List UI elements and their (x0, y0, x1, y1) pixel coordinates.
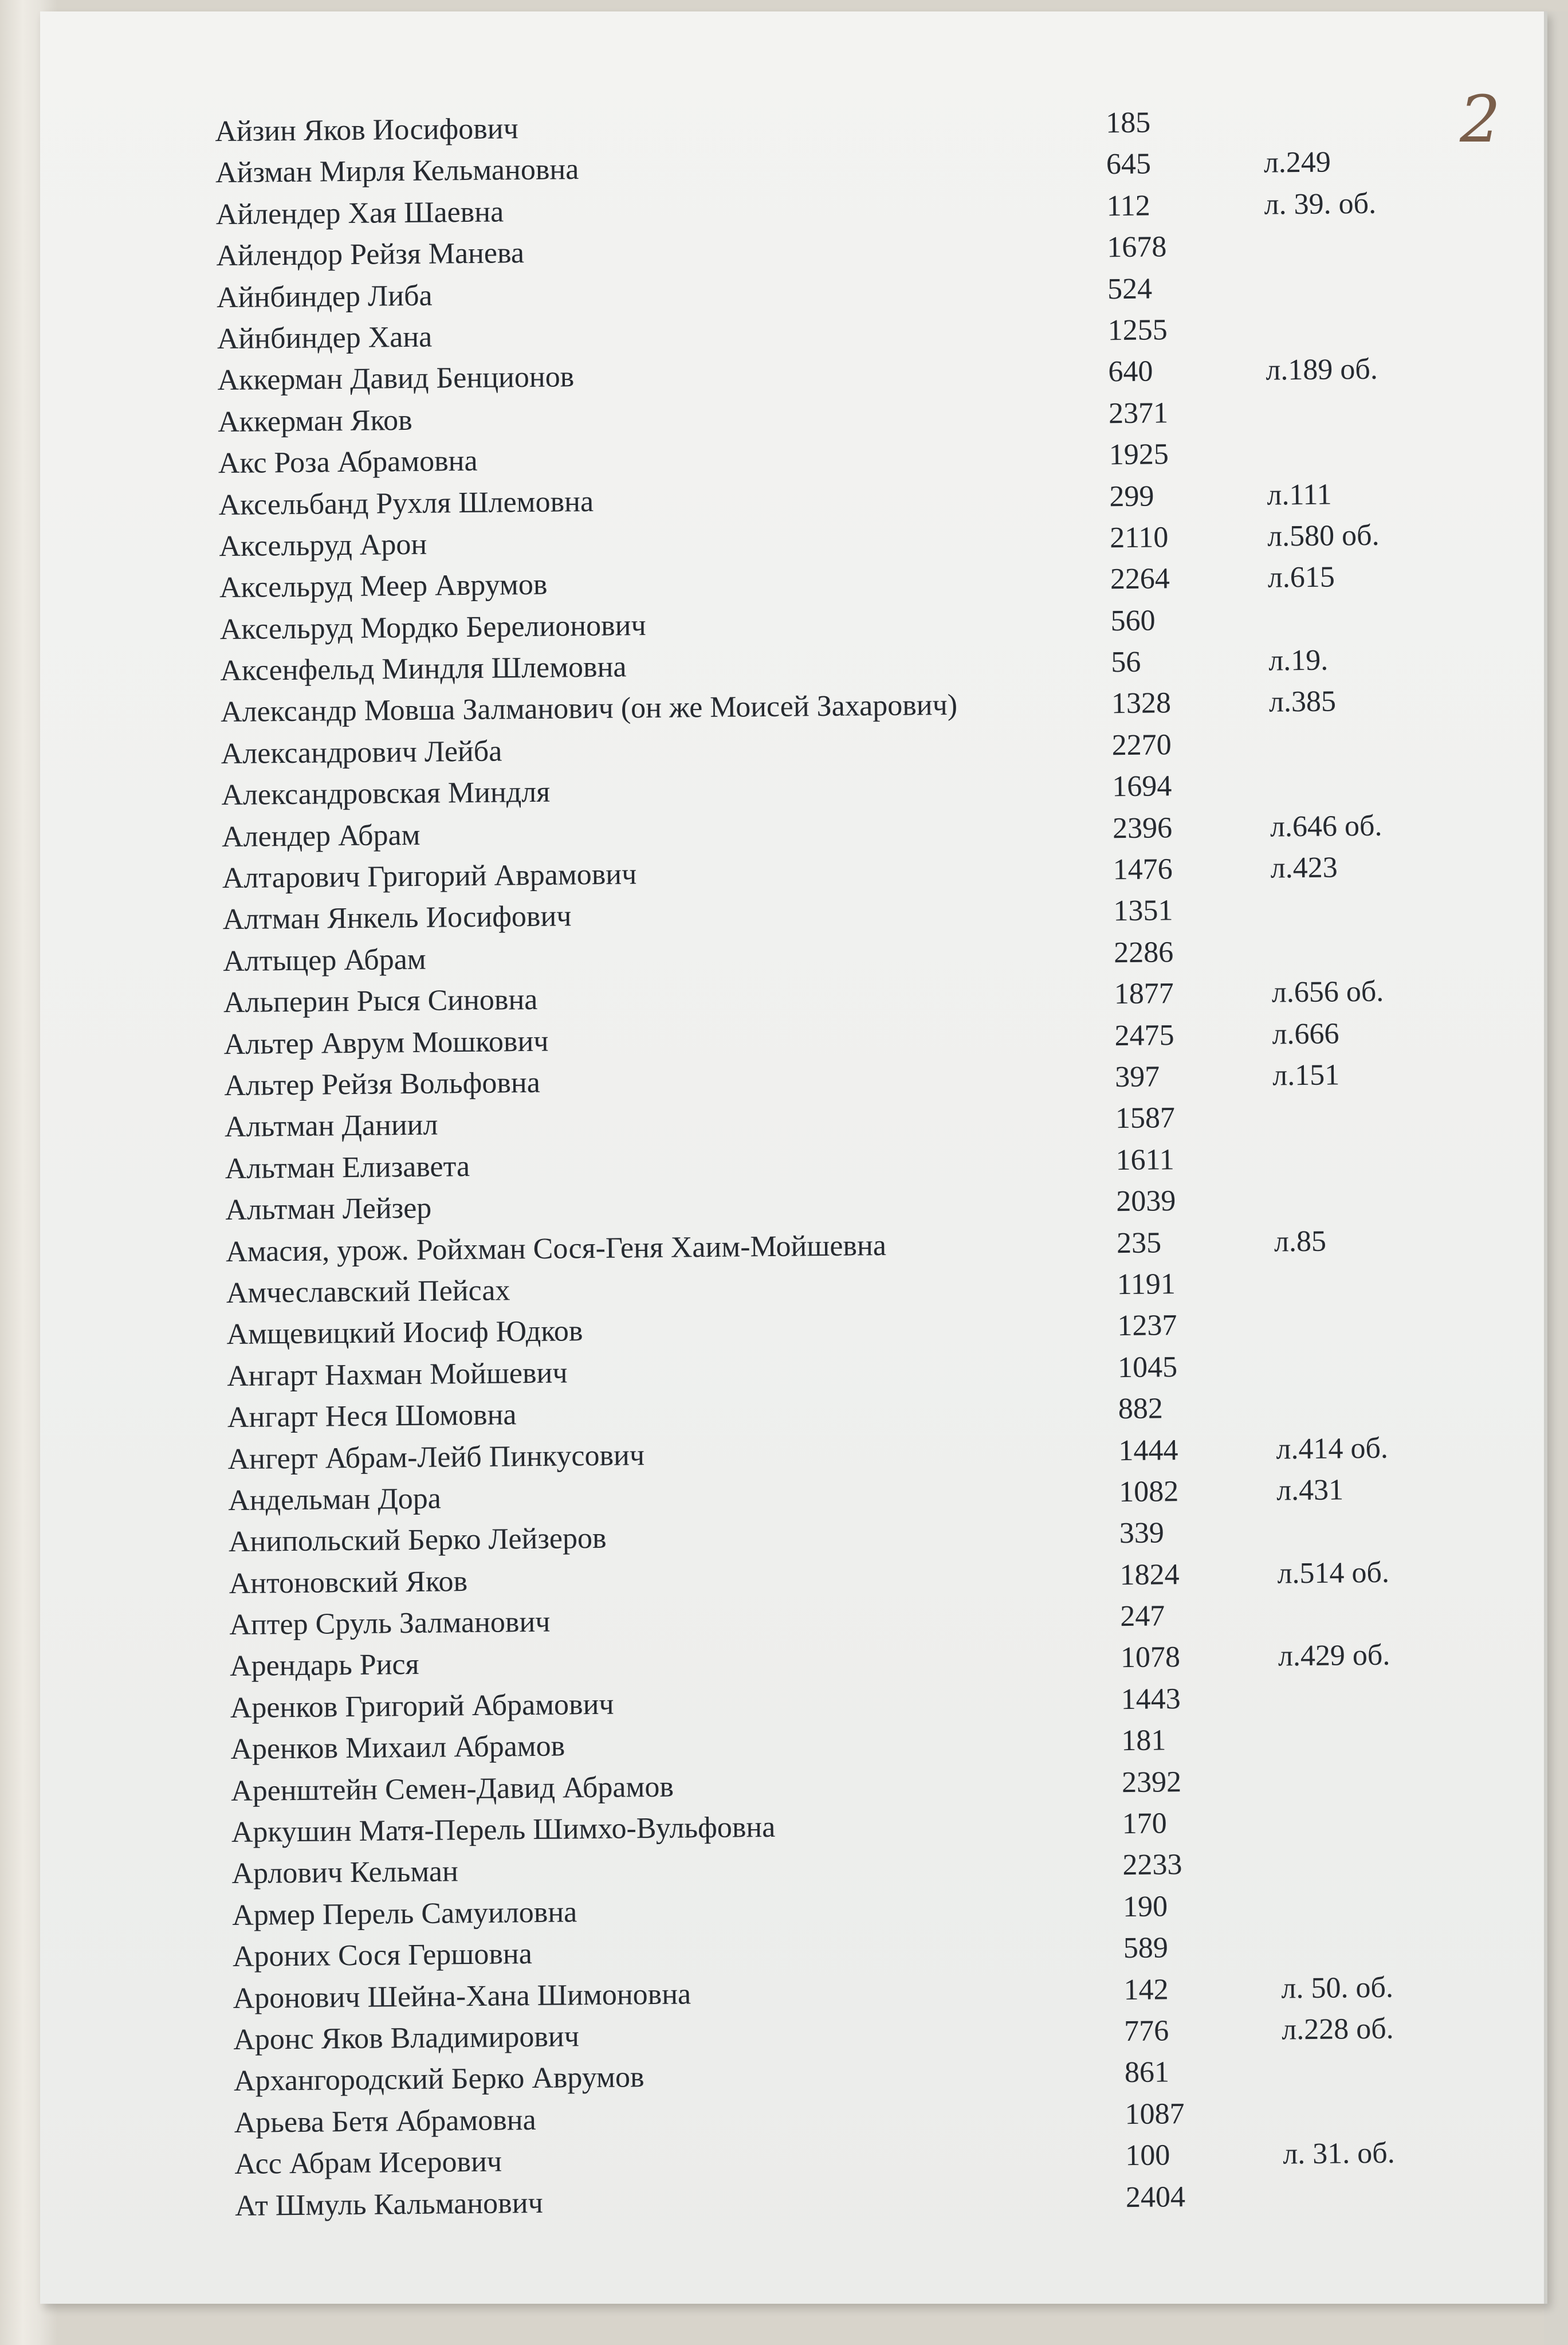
entry-name: Акс Роза Абрамовна (218, 444, 478, 480)
entry-name: Александр Мовша Залманович (он же Моисей Захарович) (220, 689, 958, 729)
entry-name: Айзин Яков Иосифович (215, 112, 519, 148)
entry-name: Амчеславский Пейсах (226, 1274, 510, 1310)
entry-name: Антоновский Яков (229, 1564, 468, 1600)
entry-leaf-reference: л.189 об. (1266, 353, 1378, 387)
entry-name: Аксельруд Меер Аврумов (219, 568, 548, 605)
entry-number: 112 (1106, 189, 1151, 223)
entry-name: Архангородский Берко Аврумов (233, 2061, 645, 2098)
entry-number: 2392 (1121, 1765, 1182, 1799)
entry-leaf-reference: л.249 (1263, 146, 1331, 180)
entry-number: 170 (1122, 1807, 1168, 1841)
entry-name: Альтман Лейзер (225, 1191, 432, 1227)
entry-number: 1444 (1118, 1433, 1178, 1467)
entry-number: 1351 (1113, 894, 1173, 928)
entry-number: 1237 (1117, 1309, 1177, 1343)
entry-leaf-reference: л.429 об. (1278, 1639, 1390, 1673)
entry-number: 397 (1114, 1060, 1160, 1094)
entry-number: 776 (1123, 2014, 1169, 2048)
entry-leaf-reference: л.656 об. (1271, 975, 1384, 1009)
entry-name: Альтман Даниил (224, 1108, 438, 1144)
entry-name: Аренштейн Семен-Давид Абрамов (230, 1770, 674, 1807)
entry-number: 2110 (1109, 521, 1169, 555)
entry-name: Алтыцер Абрам (222, 943, 426, 978)
entry-number: 645 (1106, 147, 1152, 181)
entry-name: Ангарт Нахман Мойшевич (226, 1356, 568, 1393)
page-edge (1544, 11, 1568, 2345)
entry-number: 2264 (1110, 562, 1170, 596)
entry-name: Аксенфельд Миндля Шлемовна (220, 650, 627, 688)
entry-name: Ароних Сося Гершовна (232, 1938, 533, 1974)
entry-number: 235 (1116, 1226, 1162, 1260)
entry-number: 1824 (1119, 1558, 1180, 1591)
entry-number: 1328 (1111, 687, 1172, 720)
entry-number: 1255 (1107, 313, 1168, 347)
entry-leaf-reference: л.580 об. (1267, 519, 1380, 553)
entry-name: Алтман Янкель Иосифович (222, 900, 572, 936)
entry-name: Александрович Лейба (221, 735, 502, 770)
entry-leaf-reference: л.85 (1274, 1225, 1327, 1258)
entry-leaf-reference: л.19. (1268, 644, 1329, 677)
entry-number: 1191 (1117, 1268, 1176, 1301)
entry-name: Асс Абрам Исерович (234, 2145, 502, 2181)
entry-number: 1082 (1118, 1475, 1179, 1509)
entry-number: 185 (1105, 106, 1151, 140)
entry-leaf-reference: л.228 об. (1281, 2012, 1394, 2046)
entry-number: 299 (1109, 479, 1154, 513)
entry-leaf-reference: л. 50. об. (1281, 1971, 1394, 2005)
entry-number: 1877 (1114, 977, 1174, 1011)
entry-name: Айлендер Хая Шаевна (215, 195, 504, 231)
entry-number: 247 (1120, 1599, 1165, 1633)
entry-name: Аксельруд Мордко Берелионович (219, 609, 646, 646)
entry-number: 560 (1110, 604, 1156, 637)
entry-number: 100 (1125, 2139, 1170, 2173)
entry-name: Алендер Абрам (221, 818, 421, 853)
entry-number: 1694 (1112, 770, 1172, 803)
entry-number: 2270 (1111, 728, 1172, 762)
entry-name: Аронс Яков Владимирович (233, 2020, 580, 2056)
entry-name: Аренков Григорий Абрамович (230, 1688, 614, 1724)
entry-name: Аренков Михаил Абрамов (230, 1730, 565, 1766)
entry-number: 1476 (1113, 853, 1173, 887)
entry-number: 1678 (1107, 230, 1167, 264)
entry-name: Арлович Кельман (231, 1855, 459, 1891)
entry-name: Альтман Елизавета (225, 1150, 470, 1185)
entry-name: Айзман Мирля Кельмановна (215, 153, 579, 190)
entry-number: 339 (1119, 1516, 1165, 1550)
entry-leaf-reference: л.151 (1272, 1058, 1340, 1092)
entry-leaf-reference: л.423 (1270, 851, 1338, 885)
entry-name: Анипольский Берко Лейзеров (228, 1522, 607, 1559)
entry-number: 1087 (1125, 2097, 1185, 2131)
entry-leaf-reference: л.431 (1276, 1473, 1344, 1507)
entry-name: Аронович Шейна-Хана Шимоновна (233, 1977, 691, 2015)
entry-number: 861 (1124, 2056, 1170, 2089)
entry-leaf-reference: л.385 (1268, 685, 1337, 719)
entry-number: 2396 (1112, 811, 1173, 845)
entry-leaf-reference: л.666 (1272, 1017, 1339, 1051)
entry-number: 1443 (1121, 1682, 1181, 1716)
entry-name: Аптер Сруль Залманович (229, 1605, 551, 1642)
entry-name: Амасия, урож. Ройхман Сося-Геня Хаим-Мойшевна (225, 1229, 887, 1268)
document-page (40, 11, 1547, 2304)
entry-name: Альтер Рейзя Вольфовна (224, 1066, 541, 1103)
entry-name: Андельман Дора (227, 1482, 442, 1517)
entry-number: 1045 (1117, 1350, 1178, 1384)
entry-name: Алтарович Григорий Аврамович (222, 858, 637, 895)
entry-number: 1925 (1109, 438, 1169, 472)
entry-number: 142 (1123, 1973, 1169, 2006)
entry-number: 2039 (1116, 1185, 1176, 1218)
entry-number: 1587 (1115, 1101, 1176, 1135)
entry-name: Амщевицкий Иосиф Юдков (226, 1315, 583, 1351)
entry-number: 640 (1108, 355, 1153, 389)
entry-leaf-reference: л.514 об. (1277, 1556, 1390, 1590)
entry-name: Аккерман Давид Бенционов (217, 360, 575, 397)
entry-number: 2404 (1125, 2180, 1186, 2214)
entry-number: 181 (1121, 1724, 1166, 1758)
entry-name: Айлендор Рейзя Манева (216, 237, 525, 273)
entry-name: Ангарт Неся Шомовна (227, 1398, 517, 1434)
entry-name: Альперин Рыся Синовна (223, 983, 538, 1019)
entry-leaf-reference: л.646 об. (1270, 809, 1382, 844)
entry-name: Аксельбанд Рухля Шлемовна (218, 485, 594, 521)
entry-number: 589 (1123, 1931, 1169, 1965)
entry-leaf-reference: л. 39. об. (1264, 187, 1377, 221)
entry-number: 2371 (1108, 396, 1169, 430)
entry-name: Армер Перель Самуиловна (231, 1896, 577, 1932)
entry-number: 2475 (1114, 1018, 1174, 1052)
entry-name: Аркушин Матя-Перель Шимхо-Вульфовна (231, 1810, 776, 1849)
entry-leaf-reference: л.111 (1267, 478, 1332, 512)
entry-leaf-reference: л. 31. об. (1283, 2136, 1395, 2171)
entry-number: 1078 (1120, 1641, 1181, 1675)
entry-name: Айнбиндер Либа (216, 279, 433, 314)
entry-number: 2233 (1122, 1848, 1182, 1882)
entry-name: Ангерт Абрам-Лейб Пинкусович (227, 1438, 645, 1476)
entry-number: 1611 (1115, 1143, 1174, 1177)
entry-name: Аксельруд Арон (219, 528, 427, 563)
entry-number: 524 (1107, 272, 1153, 305)
entry-number: 882 (1118, 1392, 1164, 1426)
entry-leaf-reference: л.414 об. (1276, 1432, 1389, 1466)
entry-leaf-reference: л.615 (1267, 560, 1335, 594)
entry-number: 2286 (1113, 936, 1174, 970)
entry-name: Айнбиндер Хана (217, 320, 433, 356)
handwritten-page-number: 2 (1460, 83, 1501, 157)
entry-name: Ат Шмуль Кальманович (234, 2186, 543, 2222)
entry-name: Александровская Миндля (221, 775, 551, 812)
entry-name: Альтер Аврум Мошкович (223, 1025, 549, 1061)
entry-list (166, 99, 1504, 2228)
entry-name: Арьева Бетя Абрамовна (234, 2103, 536, 2139)
entry-name: Арендарь Рися (229, 1648, 419, 1683)
entry-name: Аккерман Яков (217, 403, 412, 438)
entry-number: 190 (1122, 1890, 1168, 1923)
entry-number: 56 (1111, 645, 1141, 679)
